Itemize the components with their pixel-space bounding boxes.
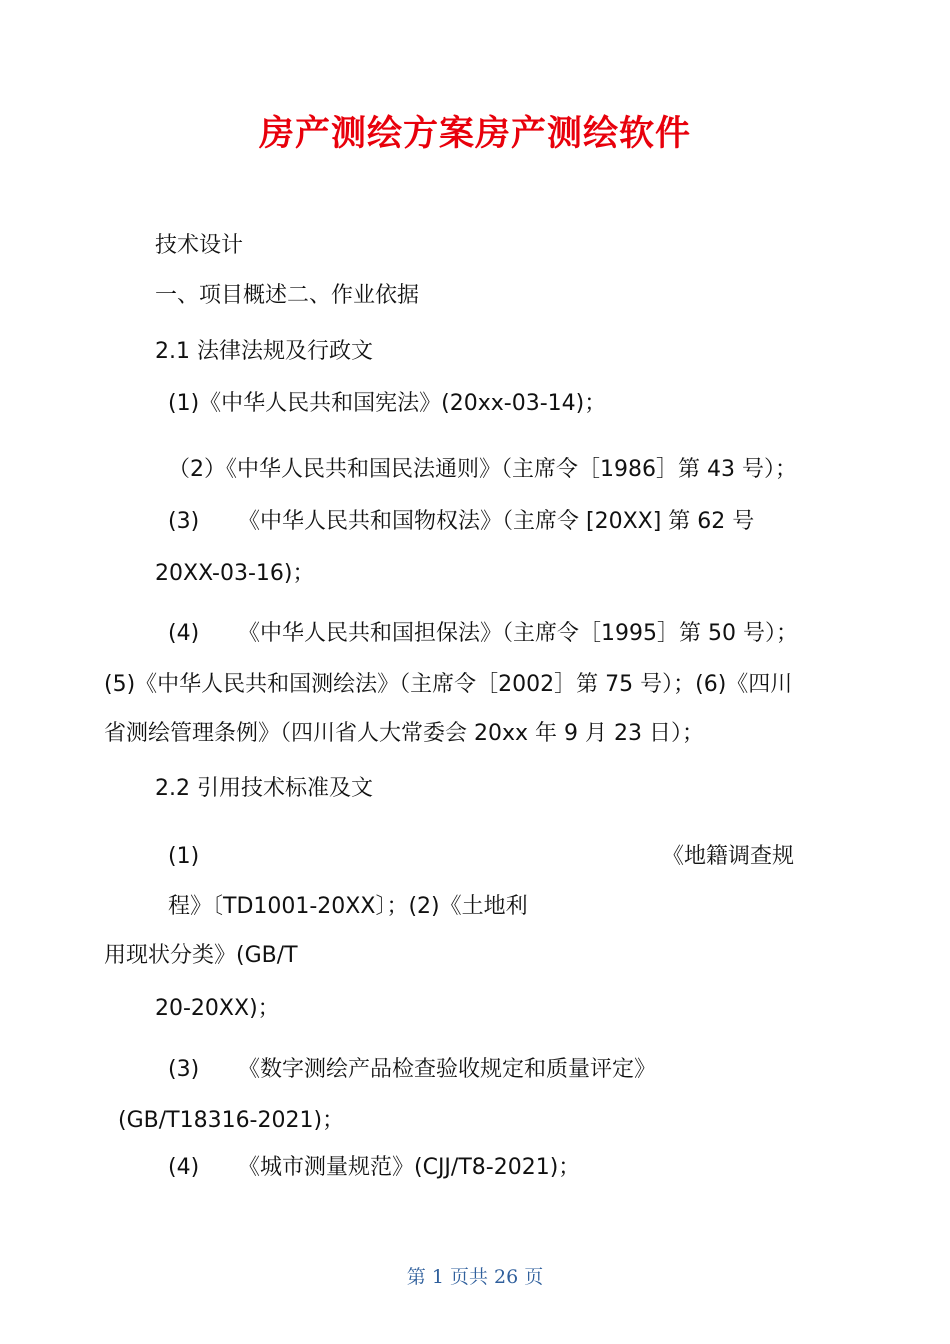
section-heading-overview: 一、项目概述二、作业依据 xyxy=(155,283,420,308)
law-item-4-text: 《中华人民共和国担保法》（主席令［1995］第 50 号）； xyxy=(238,621,798,646)
document-title: 房产测绘方案房产测绘软件 xyxy=(258,114,691,154)
standard-item-3-text: 《数字测绘产品检查验收规定和质量评定》 xyxy=(238,1057,657,1082)
standard-item-4-text: 《城市测量规范》(CJJ/T8-2021)； xyxy=(238,1155,581,1180)
law-item-3-number: (3) xyxy=(168,509,200,534)
subsection-heading-2-2: 2.2 引用技术标准及文 xyxy=(155,776,373,801)
law-item-1: (1)《中华人民共和国宪法》(20xx-03-14)； xyxy=(168,391,607,416)
standard-item-3-code: (GB/T18316-2021)； xyxy=(118,1108,345,1133)
standard-item-1-number: (1) xyxy=(168,844,200,869)
law-item-3-text: 《中华人民共和国物权法》（主席令 [20XX] 第 62 号 xyxy=(238,509,755,534)
law-item-2: （2）《中华人民共和国民法通则》（主席令［1986］第 43 号）； xyxy=(168,457,797,482)
law-item-4-number: (4) xyxy=(168,621,200,646)
standard-item-1-text: 《地籍调查规 xyxy=(662,844,795,869)
page-number-footer: 第 1 页共 26 页 xyxy=(406,1266,544,1288)
standard-item-1-2: 程》〔TD1001-20XX〕；(2)《土地利 xyxy=(168,894,528,919)
standard-item-4-number: (4) xyxy=(168,1155,200,1180)
section-heading-tech-design: 技术设计 xyxy=(155,233,244,258)
standard-item-3-number: (3) xyxy=(168,1057,200,1082)
law-item-3-date: 20XX-03-16)； xyxy=(155,561,315,586)
law-item-6-cont: 省测绘管理条例》（四川省人大常委会 20xx 年 9 月 23 日）； xyxy=(104,721,704,746)
standard-item-2-end: 20-20XX)； xyxy=(155,996,280,1021)
standard-item-2-cont: 用现状分类》(GB/T xyxy=(104,943,298,968)
law-item-5-6: (5)《中华人民共和国测绘法》（主席令［2002］第 75 号）；(6)《四川 xyxy=(104,672,793,697)
subsection-heading-2-1: 2.1 法律法规及行政文 xyxy=(155,339,373,364)
